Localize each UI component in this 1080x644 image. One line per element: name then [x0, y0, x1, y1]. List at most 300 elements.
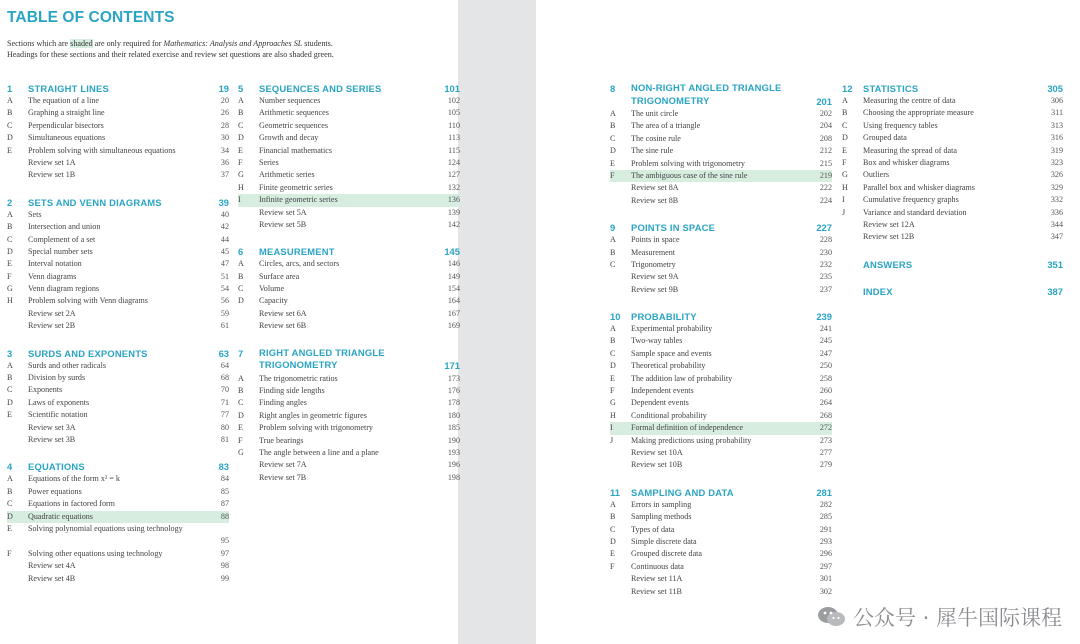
entry-title: Review set 2A [28, 308, 76, 318]
entry-page: 272 [819, 423, 832, 433]
toc-entry[interactable] [842, 107, 1063, 119]
entry-title: Laws of exponents [28, 397, 90, 407]
review-set-entry[interactable] [7, 308, 229, 320]
entry-page: 230 [819, 247, 832, 257]
entry-title: The angle between a line and a plane [259, 447, 379, 457]
review-set-entry[interactable] [7, 169, 229, 181]
entry-letter: I [842, 195, 845, 205]
chapter-heading[interactable] [610, 486, 832, 499]
entry-page: 28 [220, 120, 229, 130]
entry-letter: E [238, 423, 243, 433]
entry-title: Review set 9B [631, 284, 679, 294]
review-set-entry[interactable] [7, 320, 229, 332]
toc-entry[interactable] [610, 524, 832, 536]
entry-title: Review set 2B [28, 321, 76, 331]
toc-entry[interactable] [238, 258, 460, 270]
toc-entry[interactable] [7, 132, 229, 144]
entry-title: Grouped discrete data [631, 549, 703, 559]
toc-entry[interactable] [238, 95, 460, 107]
chapter-heading[interactable] [7, 82, 229, 95]
entry-letter: F [610, 170, 615, 180]
entry-page: 282 [819, 499, 832, 509]
toc-entry[interactable] [842, 120, 1063, 132]
chapter-page: 19 [218, 83, 229, 94]
entry-page: 64 [220, 360, 229, 370]
entry-title: Sets [28, 209, 42, 219]
toc-entry[interactable] [7, 120, 229, 132]
entry-page: 306 [1050, 96, 1063, 105]
entry-page: 47 [220, 259, 229, 269]
entry-letter: E [610, 549, 615, 559]
review-set-entry[interactable] [610, 573, 832, 585]
entry-letter: G [842, 170, 848, 180]
entry-title: Infinite geometric series [259, 195, 338, 205]
toc-entry[interactable] [7, 107, 229, 119]
toc-entry[interactable] [7, 360, 229, 372]
entry-letter: B [238, 386, 244, 396]
entry-letter: C [7, 499, 13, 509]
entry-letter: B [610, 336, 616, 346]
entry-page: 208 [819, 133, 832, 143]
entry-page: 215 [819, 158, 832, 168]
entry-title: Problem solving with Venn diagrams [28, 296, 148, 306]
chapter-heading[interactable] [610, 221, 832, 234]
review-set-entry[interactable] [238, 472, 460, 484]
toc-entry[interactable] [238, 447, 460, 459]
entry-letter: D [238, 410, 244, 420]
entry-title: Making predictions using probability [631, 435, 752, 445]
entry-title: Financial mathematics [259, 145, 333, 155]
entry-title: Review set 3B [28, 434, 76, 444]
entry-page: 61 [220, 321, 229, 331]
toc-entry[interactable] [238, 373, 460, 385]
review-set-entry[interactable] [610, 447, 832, 459]
entry-title: Scientific notation [28, 410, 88, 420]
toc-entry[interactable] [238, 169, 460, 181]
chapter-heading[interactable] [7, 460, 229, 473]
toc-entry[interactable] [610, 422, 832, 434]
toc-entry[interactable] [842, 145, 1063, 157]
toc-entry[interactable] [842, 182, 1063, 194]
entry-title: Outliers [863, 170, 890, 180]
toc-entry[interactable] [610, 259, 832, 271]
chapter-number: 3 [7, 347, 13, 359]
toc-entry[interactable] [610, 120, 832, 132]
toc-entry[interactable] [7, 295, 229, 307]
entry-page: 237 [819, 284, 832, 294]
review-set-entry[interactable] [7, 422, 229, 434]
toc-entry[interactable] [238, 182, 460, 194]
toc-entry[interactable] [238, 157, 460, 169]
chapter-heading[interactable] [238, 82, 460, 95]
entry-letter: B [7, 108, 13, 118]
entry-title: Number sequences [259, 96, 321, 105]
review-set-entry[interactable] [610, 586, 832, 598]
toc-entry[interactable] [238, 132, 460, 144]
entry-letter: E [7, 523, 12, 533]
entry-page: 81 [220, 434, 229, 444]
toc-entry[interactable] [842, 207, 1063, 219]
entry-title: True bearings [259, 435, 304, 445]
entry-page: 124 [447, 157, 460, 167]
entry-page: 326 [1050, 170, 1063, 180]
review-set-entry[interactable] [238, 207, 460, 219]
entry-page: 34 [220, 145, 229, 155]
toc-entry[interactable] [842, 132, 1063, 144]
entry-letter: F [238, 435, 243, 445]
entry-title: The ambiguous case of the sine rule [631, 170, 748, 180]
entry-title: Quadratic equations [28, 511, 93, 521]
toc-column-2 [238, 82, 460, 484]
toc-entry[interactable] [238, 422, 460, 434]
entry-title: Variance and standard deviation [863, 207, 967, 217]
entry-letter: J [610, 435, 614, 445]
chapter-title: EQUATIONS [28, 461, 85, 473]
entry-page: 332 [1050, 195, 1063, 205]
toc-entry[interactable] [610, 385, 832, 397]
entry-page: 30 [220, 133, 229, 143]
entry-title: Sample space and events [631, 348, 712, 358]
review-set-entry[interactable] [610, 459, 832, 471]
chapter-heading[interactable] [842, 285, 1063, 298]
entry-letter: D [7, 133, 13, 143]
toc-entry[interactable] [842, 169, 1063, 181]
toc-entry[interactable] [610, 247, 832, 259]
entry-letter: D [610, 146, 616, 156]
chapter-number: 4 [7, 461, 13, 473]
toc-entry[interactable] [7, 548, 229, 560]
entry-page: 204 [819, 121, 832, 131]
toc-entry[interactable] [7, 384, 229, 396]
toc-entry[interactable] [7, 221, 229, 233]
review-set-entry[interactable] [7, 560, 229, 572]
entry-page: 26 [220, 108, 229, 118]
entry-title: Grouped data [863, 133, 907, 143]
toc-entry[interactable] [610, 335, 832, 347]
toc-entry[interactable] [7, 271, 229, 283]
entry-letter: A [7, 474, 13, 484]
entry-title: Review set 8B [631, 195, 679, 205]
toc-entry[interactable] [7, 473, 229, 485]
chapter-heading[interactable] [238, 347, 460, 373]
review-set-entry[interactable] [610, 195, 832, 207]
entry-page: 273 [819, 435, 832, 445]
entry-title: Intersection and union [28, 222, 101, 232]
entry-title: Errors in sampling [631, 499, 692, 509]
entry-title: Parallel box and whisker diagrams [863, 182, 975, 192]
intro-line-2: Headings for these sections and their related exercise and review set questions are also shaded green. [7, 50, 334, 59]
entry-title: Finding angles [259, 398, 307, 408]
chapter-page: 351 [1047, 258, 1063, 270]
entry-title: Simultaneous equations [28, 133, 106, 143]
entry-letter: C [238, 120, 244, 130]
toc-entry[interactable] [238, 271, 460, 283]
entry-letter: J [842, 207, 846, 217]
chapter-number: 9 [610, 222, 616, 234]
entry-letter: D [238, 133, 244, 143]
entry-page: 136 [447, 195, 460, 205]
toc-entry[interactable] [610, 145, 832, 157]
entry-letter: A [7, 209, 13, 219]
toc-entry[interactable] [238, 145, 460, 157]
entry-page: 193 [447, 447, 460, 457]
toc-entry[interactable] [238, 397, 460, 409]
entry-letter: I [610, 423, 613, 433]
entry-title: Arithmetic sequences [259, 108, 329, 118]
review-set-entry[interactable] [7, 157, 229, 169]
entry-title: Review set 12B [863, 232, 915, 242]
toc-entry[interactable] [238, 385, 460, 397]
chapter-heading[interactable] [7, 347, 229, 360]
entry-title: Review set 8A [631, 183, 679, 193]
toc-entry[interactable] [842, 157, 1063, 169]
entry-title: Using frequency tables [863, 120, 938, 130]
chapter-heading[interactable] [842, 82, 1063, 95]
entry-letter: D [7, 511, 13, 521]
entry-letter: F [610, 386, 615, 396]
entry-title: Review set 11B [631, 586, 682, 596]
entry-title: Dependent events [631, 398, 689, 408]
entry-page: 115 [448, 145, 460, 155]
entry-page: 36 [220, 157, 229, 167]
toc-entry[interactable] [610, 158, 832, 170]
entry-letter: A [7, 360, 13, 370]
section-gap [7, 446, 229, 460]
entry-title: Finding side lengths [259, 386, 325, 396]
review-set-entry[interactable] [7, 434, 229, 446]
entry-title: Arithmetic series [259, 170, 315, 180]
review-set-entry[interactable] [842, 231, 1063, 243]
toc-entry[interactable] [610, 499, 832, 511]
toc-entry[interactable] [238, 295, 460, 307]
toc-entry[interactable] [7, 486, 229, 498]
entry-title: The equation of a line [28, 96, 100, 105]
entry-page: 222 [819, 183, 832, 193]
entry-letter: C [610, 524, 616, 534]
toc-entry[interactable] [7, 397, 229, 409]
review-set-entry[interactable] [238, 219, 460, 231]
entry-letter: B [238, 108, 244, 118]
review-set-entry[interactable] [238, 320, 460, 332]
entry-letter: C [7, 385, 13, 395]
entry-letter: A [610, 109, 616, 118]
toc-entry[interactable] [842, 194, 1063, 206]
chapter-page: 83 [218, 461, 229, 473]
chapter-title: PROBABILITY [631, 311, 697, 323]
entry-letter: A [842, 96, 848, 105]
chapter-title: SAMPLING AND DATA [631, 486, 734, 498]
review-set-entry[interactable] [842, 219, 1063, 231]
entry-page: 316 [1050, 133, 1063, 143]
toc-entry[interactable] [610, 323, 832, 335]
chapter-title: INDEX [863, 285, 893, 297]
entry-page: 59 [220, 308, 229, 318]
chapter-heading[interactable] [610, 310, 832, 323]
toc-entry[interactable] [7, 246, 229, 258]
chapter-heading[interactable] [7, 196, 229, 209]
toc-entry[interactable] [610, 373, 832, 385]
review-set-entry[interactable] [610, 271, 832, 283]
entry-title: Points in space [631, 235, 680, 245]
entry-letter: H [7, 296, 13, 306]
toc-entry[interactable] [610, 348, 832, 360]
entry-page: 169 [447, 321, 460, 331]
entry-letter: A [238, 373, 244, 383]
entry-page: 37 [220, 170, 229, 180]
entry-letter: C [238, 398, 244, 408]
chapter-number: 11 [610, 486, 620, 498]
toc-entry[interactable] [842, 95, 1063, 107]
toc-entry[interactable] [238, 107, 460, 119]
entry-letter: H [842, 182, 848, 192]
entry-letter: B [7, 373, 13, 383]
entry-page: 110 [448, 120, 460, 130]
entry-title: Measuring the centre of data [863, 96, 956, 105]
toc-entry[interactable] [7, 95, 229, 107]
entry-title: Box and whisker diagrams [863, 157, 950, 167]
chapter-title: NON-RIGHT ANGLED TRIANGLE TRIGONOMETRY [631, 82, 782, 106]
entry-title: Series [259, 157, 279, 167]
entry-page: 88 [220, 511, 229, 521]
entry-letter: D [610, 536, 616, 546]
entry-title: Review set 4B [28, 573, 76, 583]
entry-title: The sine rule [631, 146, 674, 156]
entry-letter: H [238, 182, 244, 192]
entry-page: 45 [220, 246, 229, 256]
review-set-entry[interactable] [238, 308, 460, 320]
toc-entry[interactable] [7, 283, 229, 295]
toc-entry[interactable] [610, 435, 832, 447]
entry-page: 285 [819, 512, 832, 522]
entry-letter: E [842, 145, 847, 155]
entry-letter: D [610, 361, 616, 371]
entry-title: Review set 10B [631, 460, 683, 470]
left-page [0, 0, 458, 644]
chapter-title: POINTS IN SPACE [631, 222, 716, 234]
entry-title: Review set 10A [631, 447, 683, 457]
entry-page: 20 [220, 96, 229, 105]
entry-page: 95 [220, 536, 229, 546]
entry-page: 268 [819, 410, 832, 420]
toc-entry[interactable] [238, 120, 460, 132]
entry-page: 102 [447, 96, 460, 105]
toc-entry[interactable] [238, 410, 460, 422]
watermark-text: 公众号 · 犀牛国际课程 [852, 606, 1062, 630]
entry-title: The unit circle [631, 109, 679, 118]
toc-entry[interactable] [7, 498, 229, 510]
toc-entry[interactable] [7, 258, 229, 270]
entry-letter: C [842, 120, 848, 130]
chapter-page: 227 [816, 222, 832, 234]
entry-title: Problem solving with trigonometry [631, 158, 745, 168]
section-gap [610, 207, 832, 221]
entry-page: 250 [819, 361, 832, 371]
toc-entry[interactable] [610, 397, 832, 409]
entry-title: Formal definition of independence [631, 423, 744, 433]
review-set-entry[interactable] [610, 182, 832, 194]
entry-title: Power equations [28, 486, 82, 496]
entry-page: 260 [819, 386, 832, 396]
toc-column-1 [7, 82, 229, 585]
toc-entry[interactable] [238, 283, 460, 295]
toc-entry[interactable] [610, 360, 832, 372]
entry-letter: G [238, 170, 244, 180]
toc-entry[interactable] [610, 234, 832, 246]
toc-entry[interactable] [7, 145, 229, 157]
toc-entry[interactable] [7, 409, 229, 421]
toc-entry[interactable] [7, 511, 229, 523]
entry-title: Review set 6B [259, 321, 307, 331]
entry-title: Complement of a set [28, 234, 96, 244]
entry-title: Perpendicular bisectors [28, 120, 104, 130]
entry-title: Review set 5B [259, 219, 307, 229]
review-set-entry[interactable] [7, 573, 229, 585]
chapter-heading[interactable] [610, 82, 832, 108]
review-set-entry[interactable] [610, 284, 832, 296]
toc-entry[interactable] [610, 548, 832, 560]
chapter-title: STATISTICS [863, 83, 919, 94]
review-set-entry[interactable] [238, 459, 460, 471]
entry-title: The addition law of probability [631, 373, 733, 383]
toc-entry[interactable] [610, 561, 832, 573]
section-gap [842, 271, 1063, 285]
entry-title: Review set 11A [631, 574, 683, 584]
toc-entry[interactable] [610, 410, 832, 422]
toc-entry[interactable] [238, 435, 460, 447]
entry-title: Independent events [631, 386, 694, 396]
toc-entry[interactable] [7, 523, 229, 548]
entry-title: Continuous data [631, 561, 684, 571]
chapter-title: RIGHT ANGLED TRIANGLE TRIGONOMETRY [259, 346, 385, 371]
chapter-page: 39 [218, 196, 229, 208]
chapter-number: 8 [610, 83, 616, 94]
toc-entry[interactable] [7, 372, 229, 384]
toc-entry[interactable] [610, 511, 832, 523]
entry-title: Review set 1B [28, 170, 76, 180]
section-gap [7, 182, 229, 196]
entry-page: 97 [220, 548, 229, 558]
entry-page: 84 [220, 474, 229, 484]
toc-entry[interactable] [610, 536, 832, 548]
entry-title: Growth and decay [259, 133, 319, 143]
entry-letter: D [7, 246, 13, 256]
entry-title: Interval notation [28, 259, 82, 269]
toc-entry[interactable] [7, 234, 229, 246]
toc-entry[interactable] [610, 133, 832, 145]
entry-page: 154 [447, 284, 460, 294]
chapter-title: ANSWERS [863, 258, 913, 270]
entry-page: 329 [1050, 182, 1063, 192]
chapter-page: 239 [816, 311, 832, 323]
section-gap [842, 244, 1063, 258]
chapter-page: 145 [444, 246, 460, 258]
toc-entry[interactable] [238, 194, 460, 206]
toc-entry[interactable] [610, 108, 832, 120]
entry-letter: E [610, 373, 615, 383]
chapter-heading[interactable] [842, 258, 1063, 271]
entry-title: Geometric sequences [259, 120, 328, 130]
entry-title: Simple discrete data [631, 536, 697, 546]
toc-entry[interactable] [610, 170, 832, 182]
chapter-heading[interactable] [238, 245, 460, 258]
toc-entry[interactable] [7, 209, 229, 221]
entry-title: Measurement [631, 247, 676, 257]
wechat-icon [817, 605, 847, 629]
entry-letter: E [7, 259, 12, 269]
entry-letter: B [7, 222, 13, 232]
entry-title: The area of a triangle [631, 121, 701, 131]
entry-title: Theoretical probability [631, 361, 706, 371]
